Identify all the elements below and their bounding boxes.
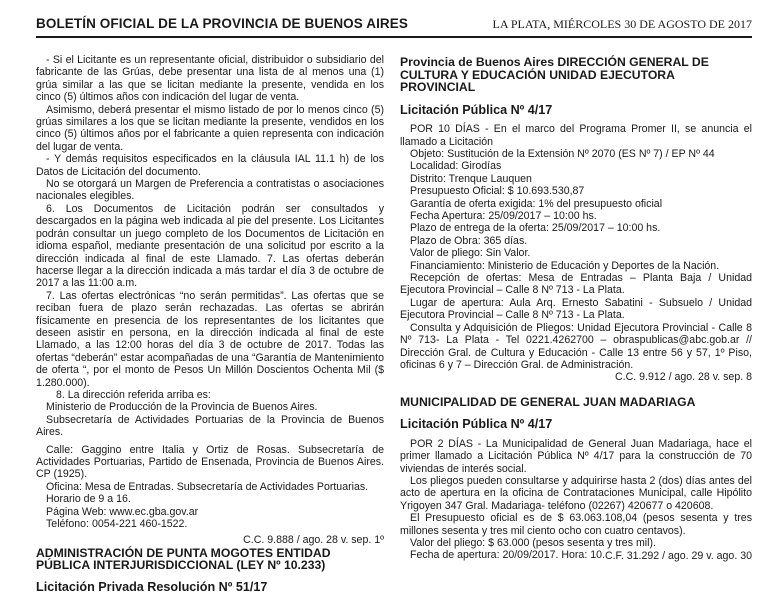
paragraph: Fecha de apertura: 20/09/2017. Hora: 10. <box>410 549 605 562</box>
paragraph: POR 2 DÍAS - La Municipalidad de General Juan Madariaga, hace el primer llamado a Licitación Pública Nº 4/17 para la construcción de 70 viviendas de interés social. <box>400 437 752 475</box>
publication-reference: C.C. 9.888 / ago. 28 v. sep. 1º <box>243 534 384 547</box>
paragraph: - Si el Licitante es un representante oficial, distribuidor o subsidiario del fabricante de las Grúas, debe presentar una lista de al menos una (1) grúa similar a las que se licitan mediante la presente, vendida en los cinco (5) últimos años con indicación del lugar de venta. <box>36 54 384 104</box>
paragraph: Garantía de oferta exigida: 1% del presupuesto oficial <box>410 197 663 210</box>
paragraph: POR 10 DÍAS - En el marco del Programa Promer II, se anuncia el llamado a Licitación <box>400 123 752 148</box>
paragraph: Lugar de apertura: Aula Arq. Ernesto Sabatini - Subsuelo / Unidad Ejecutora Provincial – Calle 8 Nº 713 - La Plata. <box>400 296 752 322</box>
paragraph: Oficina: Mesa de Entradas. Subsecretaría de Actividades Portuarias. <box>46 480 369 493</box>
paragraph: Plazo de Obra: 365 días. <box>410 234 528 247</box>
paragraph: Ministerio de Producción de la Provincia de Buenos Aires. <box>46 401 318 414</box>
paragraph: 7. Las ofertas electrónicas “no serán permitidas”. Las ofertas que se reciban fuera de plazo serán rechazadas. Las ofertas se abrirán físicamente en presencia de los representantes de los licitantes que deseen asistir en persona, en la dirección indicada al final de este Llamado, a las 12:00 horas del día 3 de octubre de 2017. Todas las ofertas “deberán” estar acompañadas de una “Garantía de Mantenimiento de oferta “, por el monto de Pesos Un Millón Doscientos Ochenta Mil ($ 1.280.000). <box>36 289 384 389</box>
paragraph: No se otorgará un Margen de Preferencia a contratistas o asociaciones nacionales elegibles. <box>36 178 384 203</box>
paragraph: El Presupuesto oficial es de $ 63.063.108,04 (pesos sesenta y tres millones sesenta y tres mil ciento ocho con cuatro centavos). <box>400 512 752 537</box>
paragraph: Localidad: Girodías <box>410 160 502 173</box>
paragraph: 6. Los Documentos de Licitación podrán ser consultados y descargados en la página web indicada al pie del presente. Los Licitantes podrán consultar un juego completo de los Documentos de Licitación en idioma español, mediante presentación de una solicitud por escrito a la dirección indicada al final de este Llamado. 7. Las ofertas deberán hacerse llegar a la dirección indicada a más tardar el día 3 de octubre de 2017 a las 11:00 a.m. <box>36 202 384 290</box>
paragraph: Recepción de ofertas: Mesa de Entradas – Planta Baja / Unidad Ejecutora Provincial – Calle 8 Nº 713 - La Plata. <box>400 272 752 297</box>
paragraph: Página Web: www.ec.gba.gov.ar <box>46 505 199 518</box>
paragraph: Plazo de entrega de la oferta: 25/09/2017 – 10:00 hs. <box>410 222 661 235</box>
paragraph: Calle: Gaggino entre Italia y Ortiz de Rosas. Subsecretaría de Actividades Portuarias, Partido de Ensenada, Provincia de Buenos Aires. CP (1925). <box>36 443 384 481</box>
paragraph: Valor de pliego: Sin Valor. <box>410 247 531 260</box>
paragraph: Valor del pliego: $ 63.000 (pesos sesenta y tres mil). <box>410 536 656 549</box>
publication-reference: C.C. 9.912 / ago. 28 v. sep. 8 <box>614 371 752 384</box>
paragraph: Horario de 9 a 16. <box>46 493 131 506</box>
paragraph: Distrito: Trenque Lauquen <box>410 172 532 185</box>
left-column <box>36 54 384 593</box>
paragraph: Consulta y Adquisición de Pliegos: Unidad Ejecutora Provincial - Calle 8 Nº 713- La Plata - Tel 0221.4262700 – obraspublicas@abc.gob.ar // Dirección Gral. de Cultura y Educación - Calle 13 entre 56 y 57, 1º Piso, oficinas 6 y 7 – Dirección Gral. de Administración. <box>400 321 752 371</box>
publication-title: BOLETÍN OFICIAL DE LA PROVINCIA DE BUENOS AIRES <box>36 16 408 31</box>
paragraph: 8. La dirección referida arriba es: <box>56 388 211 401</box>
paragraph: Financiamiento: Ministerio de Educación y Deportes de la Nación. <box>410 259 720 272</box>
header-rule <box>36 36 752 38</box>
right-column <box>400 56 752 562</box>
paragraph: Teléfono: 0054-221 460-1522. <box>46 518 188 531</box>
page-header <box>36 16 752 36</box>
paragraph: Asimismo, deberá presentar el mismo listado de por lo menos cinco (5) grúas similares a los que se licitan mediante la presente, vendidos en los cinco (5) últimos años por el fabricante a quien representa con indicación del lugar de venta. <box>36 103 384 153</box>
publication-date: LA PLATA, MIÉRCOLES 30 DE AGOSTO DE 2017 <box>492 17 752 31</box>
section-subheading: Licitación Pública Nº 4/17 <box>400 417 553 432</box>
paragraph: - Y demás requisitos especificados en la cláusula IAL 11.1 h) de los Datos de Licitación del documento. <box>36 153 384 178</box>
paragraph: Objeto: Sustitución de la Extensión Nº 2070 (ES Nº 7) / EP Nº 44 <box>410 148 715 160</box>
section-subheading: Licitación Pública Nº 4/17 <box>400 102 553 117</box>
paragraph: Presupuesto Oficial: $ 10.693.530,87 <box>410 185 585 198</box>
section-subheading: Licitación Privada Resolución Nº 51/17 <box>36 580 268 594</box>
publication-reference: C.F. 31.292 / ago. 29 v. ago. 30 <box>604 549 752 562</box>
paragraph: Los pliegos pueden consultarse y adquirirse hasta 2 (dos) días antes del acto de apertura en la oficina de Contrataciones Municipal, calle Hipólito Yrigoyen 347 Gral. Madariaga- teléfono (02267) 420677 o 420608. <box>400 474 752 512</box>
section-heading: MUNICIPALIDAD DE GENERAL JUAN MADARIAGA <box>400 394 696 409</box>
paragraph: Fecha Apertura: 25/09/2017 – 10:00 hs. <box>410 210 597 223</box>
paragraph: Subsecretaría de Actividades Portuarias de la Provincia de Buenos Aires. <box>36 413 384 439</box>
section-heading: ADMINISTRACIÓN DE PUNTA MOGOTES ENTIDAD PÚBLICA INTERJURISDICCIONAL (LEY Nº 10.233) <box>36 545 331 573</box>
section-heading: Provincia de Buenos Aires DIRECCIÓN GENERAL DE CULTURA Y EDUCACIÓN UNIDAD EJECUTORA PROVINCIAL <box>400 55 709 95</box>
